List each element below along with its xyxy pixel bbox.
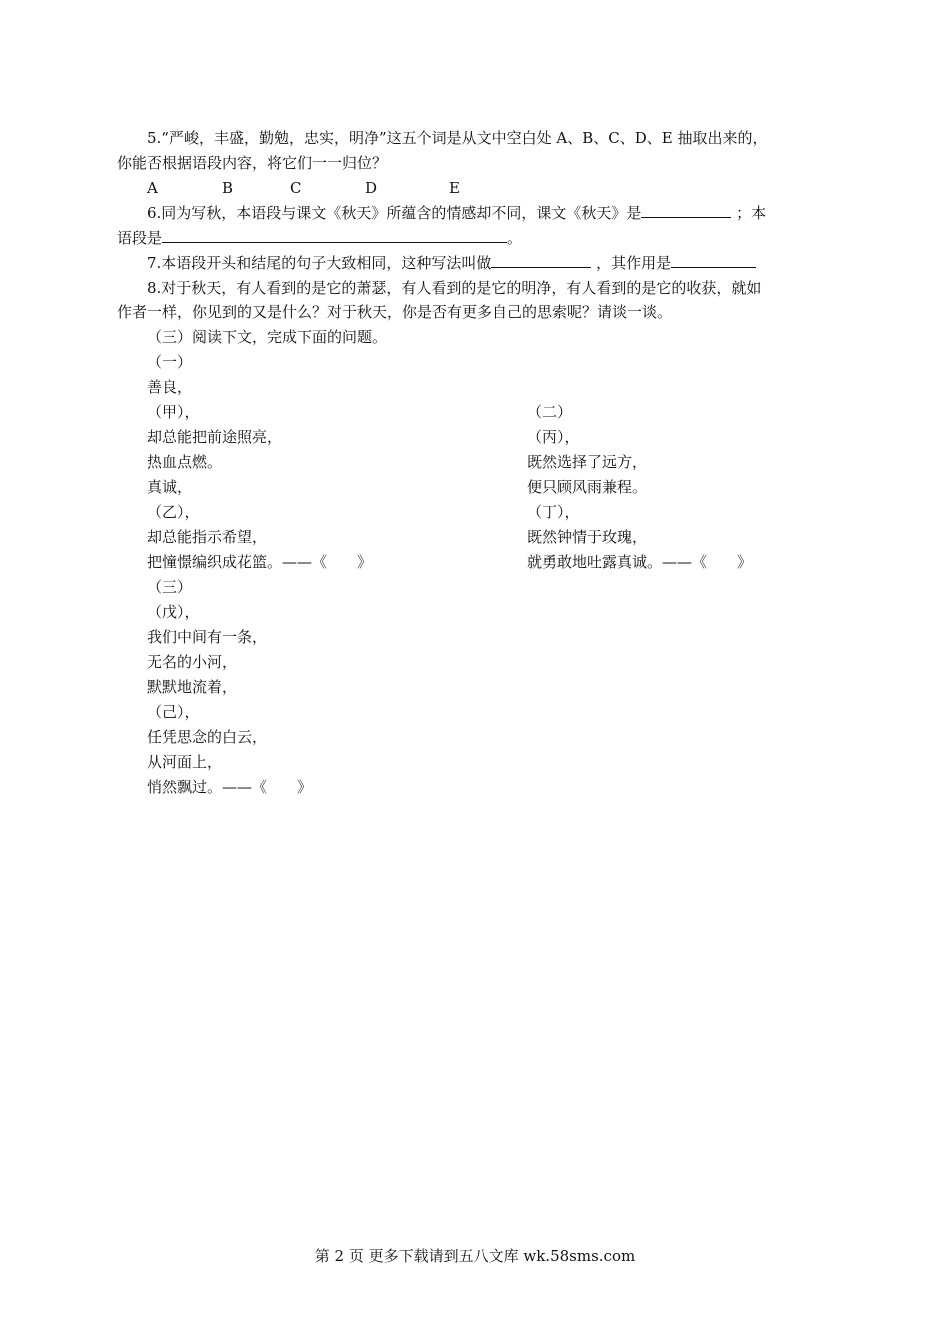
poem-3-line: 默默地流着，: [147, 678, 238, 696]
q6-text-4: 。: [507, 229, 523, 247]
poem-2-label: （二）: [527, 403, 573, 421]
q7-answer-blank-2[interactable]: [671, 253, 756, 268]
poem-1-line: （甲），: [147, 403, 200, 421]
poem-2-line: 既然钟情于玫瑰，: [527, 528, 648, 546]
q6-text-2: ；本: [736, 204, 767, 222]
section-3-heading: （三）阅读下文，完成下面的问题。: [147, 328, 388, 346]
poem-3-line: 悄然飘过。——《 》: [147, 778, 313, 796]
poem-3-line: 我们中间有一条，: [147, 628, 268, 646]
poem-2-line: （丙），: [527, 428, 580, 446]
q5-line-2: 你能否根据语段内容，将它们一一归位？: [117, 154, 388, 172]
poem-1-line: 热血点燃。: [147, 453, 223, 471]
q5-option-d: D: [365, 179, 378, 197]
poem-1-line: （乙），: [147, 503, 200, 521]
poem-1-line: 把憧憬编织成花篮。——《 》: [147, 553, 373, 571]
poem-1-line: 真诚，: [147, 478, 193, 496]
q5-option-e: E: [449, 179, 460, 197]
poem-3-line: 从河面上，: [147, 753, 223, 771]
poem-1-line: 善良，: [147, 378, 193, 396]
poem-3-line: （己），: [147, 703, 200, 721]
q5-line-1: 5.“严峻，丰盛，勤勉，忠实，明净”这五个词是从文中空白处 A、B、C、D、E 抽取出来的，: [147, 129, 768, 147]
q5-option-b: B: [222, 179, 234, 197]
poem-3-line: 任凭思念的白云，: [147, 728, 268, 746]
poem-1-line: 却总能指示希望，: [147, 528, 268, 546]
q5-option-c: C: [290, 179, 302, 197]
q7-line: [147, 253, 756, 273]
poem-3-line: 无名的小河，: [147, 653, 238, 671]
q8-line-2: 作者一样，你见到的又是什么？对于秋天，你是否有更多自己的思索呢？请谈一谈。: [117, 303, 673, 321]
q7-answer-blank-1[interactable]: [491, 253, 591, 268]
q6-answer-blank-2[interactable]: [162, 228, 507, 243]
poem-2-line: 就勇敢地吐露真诚。——《 》: [527, 553, 753, 571]
q6-text-3: 语段是: [117, 229, 163, 247]
q7-text-1: 7.本语段开头和结尾的句子大致相同，这种写法叫做: [147, 254, 492, 272]
q5-option-a: A: [147, 179, 158, 197]
poem-3-label: （三）: [147, 578, 193, 596]
poem-1-label: （一）: [147, 353, 193, 371]
q5-options: [147, 178, 487, 198]
q6-line-1: [147, 203, 766, 223]
q6-text-1: 6.同为写秋，本语段与课文《秋天》所蕴含的情感却不同，课文《秋天》是: [147, 204, 642, 222]
page-footer: 第 2 页 更多下载请到五八文库 wk.58sms.com: [314, 1247, 636, 1265]
poem-2-line: （丁），: [527, 503, 580, 521]
poem-3-line: （戊），: [147, 603, 200, 621]
q6-answer-blank-1[interactable]: [641, 203, 731, 218]
q7-text-2: ，其作用是: [596, 254, 672, 272]
q6-line-2: [117, 228, 522, 248]
poem-2-line: 既然选择了远方，: [527, 453, 648, 471]
q8-line-1: 8.对于秋天，有人看到的是它的萧瑟，有人看到的是它的明净，有人看到的是它的收获，就如: [147, 279, 762, 297]
poem-2-line: 便只顾风雨兼程。: [527, 478, 648, 496]
poem-1-line: 却总能把前途照亮，: [147, 428, 283, 446]
